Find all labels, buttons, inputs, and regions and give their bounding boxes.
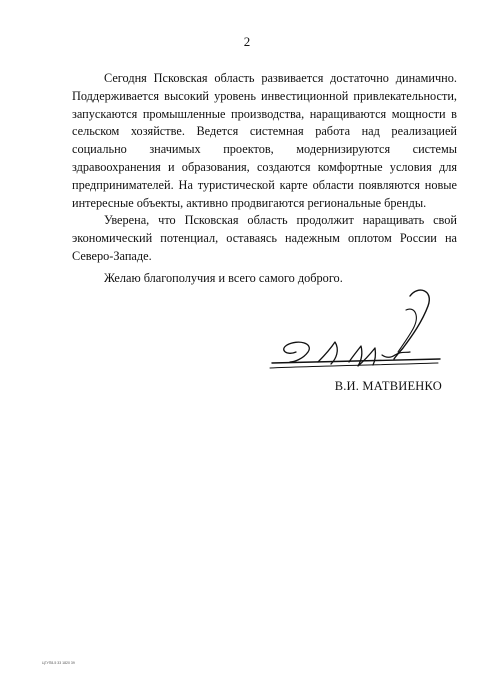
paragraph-2: Уверена, что Псковская область продолжит наращивать свой экономический потенциал, оставаясь надежным оплотом России на Северо-Западе. [72,213,457,263]
paragraph-3: Желаю благополучия и всего самого доброго. [104,270,343,285]
signatory-name: В.И. МАТВИЕНКО [334,379,442,393]
letter-body [72,70,457,288]
footer-code: ЦГУП8-5 33 1820 39 [42,661,75,665]
page-number: 2 [243,34,251,49]
paragraph-1: Сегодня Псковская область развивается достаточно динамично. Поддерживается высокий уровень инвестиционной привлекательности, запускаются промышленные производства, наращиваются мощности в сельском хозяйстве. Ведется системная работа над реализацией социально значимых проектов, модернизируются системы здравоохранения и образования, создаются комфортные условия для предпринимателей. На туристической карте области появляются новые интересные объекты, активно продвигаются региональные бренды. [72,71,457,210]
signature [262,282,442,382]
signature-lettering: В.И. Матвиенко [262,380,269,381]
